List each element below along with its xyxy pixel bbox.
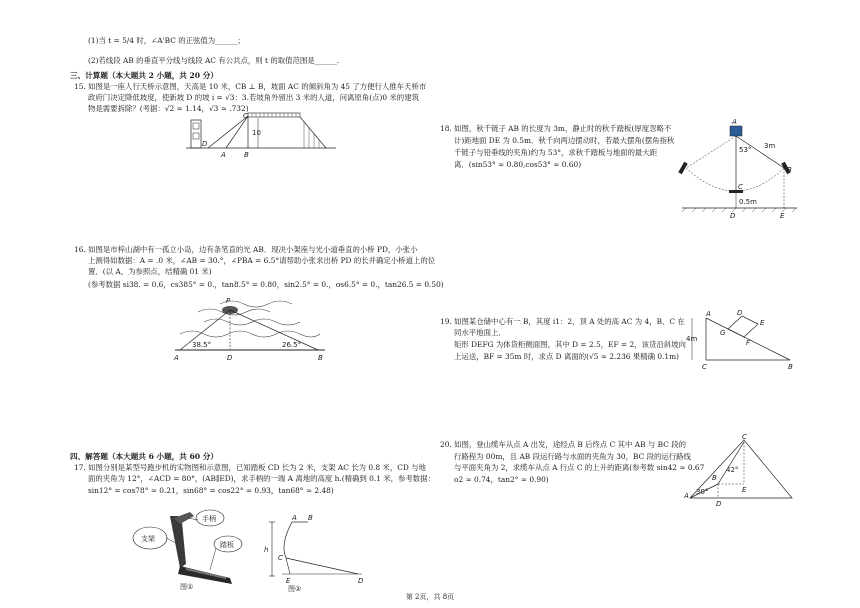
f15-label-height: 10: [252, 129, 261, 137]
f17-caption-2: 图②: [288, 585, 302, 592]
f16-label-d: D: [227, 354, 233, 362]
f19-label-g: G: [720, 329, 726, 337]
f16-label-b: B: [318, 354, 323, 362]
f16-angle-a: 38.5°: [192, 341, 212, 349]
q18-line: 18. 如图，秋千链子 AB 的长度为 3m，静止时的秋千踏板(厚度忽略不: [440, 124, 672, 133]
f15-label-b: B: [244, 151, 249, 158]
q18-line: 离．(sin53° ≈ 0.80,cos53° ≈ 0.60): [454, 160, 582, 169]
f17-label-c: C: [278, 554, 283, 562]
q19-line: 上运送，BF = 35m 时，求点 D 离面的(√5 ≈ 2.236 果精确 0.1m): [454, 352, 679, 361]
f19-label-a: A: [706, 310, 711, 318]
q16-line: 16. 如图是市梓山湖中有一孤立小岛，边有条笔直的光 AB．现决小架座与光小道垂直的小桥 PD，小张小: [74, 245, 418, 254]
q20-line: 与平面夹角为 2，求缆车从点 A 行点 C 的上升的距离(参考数 sin42 ≈ 0.67: [454, 463, 705, 472]
f18-chain-length: 3m: [764, 142, 776, 150]
q20-line: o2 ≈ 0.74，tan2° ≈ 0.90): [454, 475, 549, 484]
f18-label-a: A: [732, 118, 737, 126]
f17-label-h: h: [264, 546, 269, 554]
f18-label-d: D: [730, 212, 736, 220]
figure-17-diagram: [262, 514, 374, 592]
f20-label-e: E: [742, 486, 747, 494]
f18-label-c: C: [738, 183, 743, 191]
q15-line: 政府门决定降低坡度，使新坡 D 的坡 i = √3：3.若坡角外留出 3 米的人道，问离原角(点)0 米的建筑: [88, 93, 419, 102]
f17-label-handle: 手柄: [202, 515, 216, 523]
f18-label-b: B: [787, 166, 792, 174]
f17-label-d: D: [358, 577, 364, 585]
f19-label-d: D: [737, 309, 743, 317]
q16-line: 置．(以 A，为参照点，结精确 01 米): [88, 267, 212, 276]
q18-line: 计)距地面 DE 为 0.5m．秋千向两边摆动时，若最大摆角(摆角指秋: [454, 136, 675, 145]
q15-line: 15. 如图是一座人行天桥示意图，天高是 10 米，CB ⊥ B，坡面 AC 的倾斜角为 45 了方便行人推车天桥市: [74, 82, 427, 91]
f20-label-a: A: [684, 492, 689, 500]
f18-label-e: E: [780, 212, 785, 220]
section-calc-heading: 三、计算题（本大题共 2 小题，共 20 分）: [70, 71, 218, 80]
q17-line: 17. 如图分别是某型号跑步机的实物图和示意图，已知踏板 CD 长为 2 米，支架 AC 长为 0.8 米，CD 与地: [74, 463, 426, 472]
f19-label-b: B: [788, 363, 793, 370]
q19-line: 矩形 DEFG 为体货柜侧面图，其中 D = 2.5，EF = 2，该货沿斜坡向: [454, 340, 686, 349]
f16-label-p: P: [226, 297, 231, 305]
f17-label-a: A: [292, 514, 297, 522]
f20-label-d: D: [716, 500, 722, 506]
f20-label-c: C: [742, 433, 747, 441]
figure-19-slope: [686, 308, 798, 370]
q18-line: 千链子与铅垂线的夹角)约为 53°，求秋千踏板与地面的最大距: [454, 148, 658, 157]
f15-label-c: C: [243, 112, 248, 120]
q20-line: 行路程为 00m，且 AB 段运行路与水面的夹角为 30，BC 段的运行路线: [454, 452, 691, 461]
figure-20-cable-car: [682, 432, 802, 506]
q19-line: 同水平地面上．: [454, 328, 506, 337]
f19-height: 4m: [686, 335, 698, 343]
f17-label-stand: 支架: [141, 535, 155, 543]
q15-line: 物是需要拆除？(考据：√2 ≈ 1.14，√3 ≈ .732): [88, 104, 249, 113]
q16-line: 上测得如数据：A = .0 米，∠AB = 30.°，∠PBA = 6.5°请帮助小张求出桥 PD 的长并确定小桥道上的位: [88, 256, 436, 265]
f17-caption-1: 图①: [180, 583, 194, 590]
figure-16-island: [170, 292, 330, 364]
q20-line: 20. 如图，登山缆车从点 A 出发，途经点 B 后终点 C 其中 AB 与 BC 段的: [440, 440, 686, 449]
f18-height: 0.5m: [739, 198, 757, 206]
f19-label-c: C: [702, 363, 707, 370]
section-solve-heading: 四、解答题（本大题共 6 小题，共 60 分）: [70, 452, 218, 461]
f20-angle-bc: 42°: [726, 466, 739, 474]
page-footer: 第 2页，共 8页: [405, 593, 455, 601]
q17-line: sin12° = cos78° ≈ 0.21，sin68° = cos22° ≈ 0.93，tan68° ≈ 2.48): [88, 486, 334, 495]
f16-angle-b: 26.5°: [282, 341, 302, 349]
f19-label-e: E: [760, 319, 765, 327]
q17-line: 面的夹角为 12°，∠ACD = 80°，(AB∥ED)，求手柄的一端 A 离地的高度 h.(精确到 0.1 米，参考数据：: [88, 474, 435, 483]
f18-angle: 53°: [739, 146, 752, 154]
figure-17-treadmill-photo: [130, 508, 250, 590]
figure-18-swing: [672, 118, 802, 222]
f17-label-e: E: [286, 577, 291, 585]
f15-label-d: D: [202, 140, 208, 148]
f20-angle-ab: 30°: [696, 488, 709, 496]
q16-line: (参考数据 si38. = 0.6，cs385° = 0.，tan8.5° = 0.80，sin2.5° = 0.，os6.5° = 0.，tan26.5 = 0.50): [88, 280, 444, 289]
top-question-1: (1)当 t = 5/4 时，∠A'BC 的正弦值为______；: [88, 36, 245, 45]
top-question-2: (2)若线段 AB 的垂直平分线与线段 AC 有公共点，则 t 的取值范围是______.: [88, 56, 340, 65]
f20-label-b: B: [712, 474, 717, 482]
f19-label-f: F: [746, 339, 751, 347]
f15-label-a: A: [221, 151, 226, 158]
q19-line: 19. 如图某仓储中心有一 B，其度 i1：2，顶 A 处的高 AC 为 4，B、C 在: [440, 317, 685, 326]
f16-label-a: A: [174, 354, 179, 362]
f17-label-tread: 踏板: [220, 541, 234, 549]
figure-15-bridge: [186, 110, 336, 158]
f17-label-b: B: [308, 514, 313, 522]
